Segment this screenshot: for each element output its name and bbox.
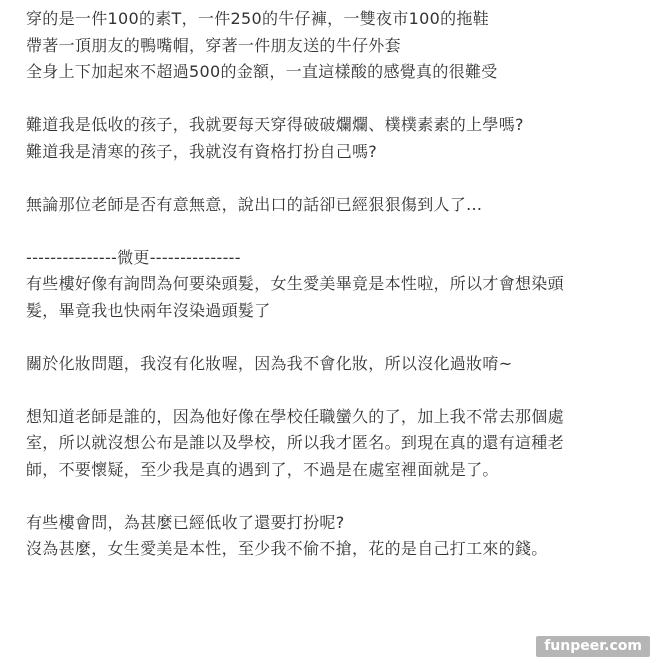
paragraph-spacer — [26, 483, 646, 510]
text-line: 想知道老師是誰的，因為他好像在學校任職蠻久的了，加上我不常去那個處 — [26, 406, 564, 426]
paragraph-spacer — [26, 165, 646, 192]
text-line: 全身上下加起來不超過500的金額，一直這樣酸的感覺真的很難受 — [26, 62, 498, 81]
text-line: 沒為甚麼，女生愛美是本性，至少我不偷不搶，花的是自己打工來的錢。 — [26, 539, 548, 558]
text-line: 有些樓會問，為甚麼已經低收了還要打扮呢? — [26, 512, 345, 532]
paragraph-spacer — [26, 86, 646, 113]
paragraph-spacer — [26, 377, 646, 404]
text-line: 髮，畢竟我也快兩年沒染過頭髮了 — [26, 300, 271, 320]
post-body — [26, 6, 646, 563]
text-line: 無論那位老師是否有意無意，說出口的話卻已經狠狠傷到人了... — [26, 194, 483, 214]
paragraph-spacer — [26, 218, 646, 245]
text-line: 有些樓好像有詢問為何要染頭髮，女生愛美畢竟是本性啦，所以才會想染頭 — [26, 274, 564, 293]
text-line: 關於化妝問題，我沒有化妝喔，因為我不會化妝，所以沒化過妝唷~ — [26, 353, 513, 373]
paragraph-spacer — [26, 324, 646, 351]
text-line: 帶著一頂朋友的鴨嘴帽，穿著一件朋友送的牛仔外套 — [26, 35, 401, 55]
edit-divider: ---------------微更--------------- — [26, 247, 241, 267]
watermark: funpeer.com — [536, 636, 650, 657]
text-line: 師，不要懷疑，至少我是真的遇到了，不過是在處室裡面就是了。 — [26, 459, 499, 479]
text-line: 室，所以就沒想公布是誰以及學校，所以我才匿名。到現在真的還有這種老 — [26, 433, 564, 452]
text-line: 穿的是一件100的素T，一件250的牛仔褲，一雙夜市100的拖鞋 — [26, 9, 489, 28]
text-line: 難道我是低收的孩子，我就要每天穿得破破爛爛、樸樸素素的上學嗎? — [26, 115, 524, 134]
text-line: 難道我是清寒的孩子，我就沒有資格打扮自己嗎? — [26, 141, 378, 161]
